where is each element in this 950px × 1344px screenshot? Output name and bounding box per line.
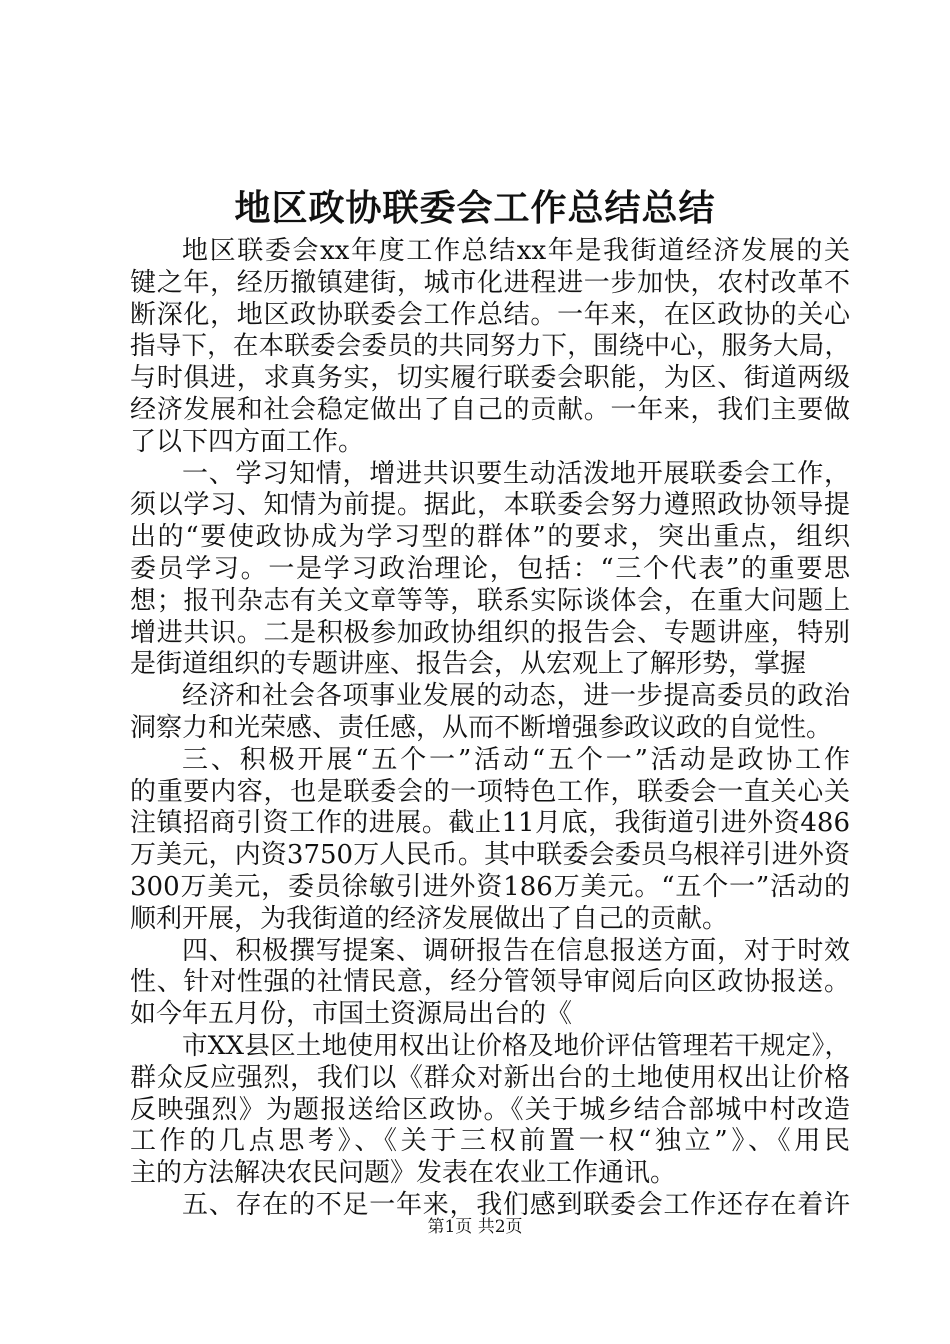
text-line: 万美元，内资3750万人民币。其中联委会委员乌根祥引进外资 [130, 840, 850, 871]
text-line: 了以下四方面工作。 [130, 426, 365, 457]
text-line: 增进共识。二是积极参加政协组织的报告会、专题讲座，特别 [130, 617, 850, 648]
document-title: 地区政协联委会工作总结总结 [234, 187, 716, 229]
text-line: 断深化，地区政协联委会工作总结。一年来，在区政协的关心 [130, 299, 850, 330]
text-line: 主的方法解决农民问题》发表在农业工作通讯。 [130, 1158, 677, 1189]
text-line: 如今年五月份，市国土资源局出台的《 [130, 999, 573, 1030]
text-line: 反映强烈》为题报送给区政协。《关于城乡结合部城中村改造 [130, 1094, 850, 1125]
text-line: 的重要内容，也是联委会的一项特色工作，联委会一直关心关 [130, 776, 850, 807]
text-line: 委员学习。一是学习政治理论，包括：“三个代表”的重要思 [130, 553, 850, 584]
text-line: 五、存在的不足一年来，我们感到联委会工作还存在着许 [182, 1189, 850, 1220]
text-line: 经济发展和社会稳定做出了自己的贡献。一年来，我们主要做 [130, 394, 850, 425]
text-line: 经济和社会各项事业发展的动态，进一步提高委员的政治 [182, 681, 850, 712]
page-footer: 第1页 共2页 [427, 1217, 523, 1237]
text-line: 洞察力和光荣感、责任感，从而不断增强参政议政的自觉性。 [130, 712, 833, 743]
text-line: 三、积极开展“五个一”活动“五个一”活动是政协工作 [182, 744, 850, 775]
text-line: 与时俱进，求真务实，切实履行联委会职能，为区、街道两级 [130, 363, 850, 394]
text-line: 地区联委会xx年度工作总结xx年是我街道经济发展的关 [182, 236, 850, 266]
text-line: 性、针对性强的社情民意，经分管领导审阅后向区政协报送。 [130, 967, 850, 998]
text-line: 市XX县区土地使用权出让价格及地价评估管理若干规定》， [182, 1030, 850, 1061]
text-line: 出的“要使政协成为学习型的群体”的要求，突出重点，组织 [130, 522, 850, 553]
text-line: 工作的几点思考》、《关于三权前置一权“独立”》、《用民 [130, 1126, 850, 1157]
text-line: 指导下，在本联委会委员的共同努力下，围绕中心，服务大局， [130, 331, 850, 362]
text-line: 顺利开展，为我街道的经济发展做出了自己的贡献。 [130, 903, 729, 934]
text-line: 一、学习知情，增进共识要生动活泼地开展联委会工作， [182, 458, 850, 489]
text-line: 300万美元，委员徐敏引进外资186万美元。“五个一”活动的 [130, 871, 850, 902]
text-line: 注镇招商引资工作的进展。截止11月底，我街道引进外资486 [130, 808, 850, 839]
text-line: 四、积极撰写提案、调研报告在信息报送方面，对于时效 [182, 935, 850, 966]
text-line: 须以学习、知情为前提。据此，本联委会努力遵照政协领导提 [130, 490, 850, 521]
text-line: 群众反应强烈，我们以《群众对新出台的土地使用权出让价格 [130, 1062, 850, 1093]
text-line: 是街道组织的专题讲座、报告会，从宏观上了解形势，掌握 [130, 649, 807, 680]
text-line: 想；报刊杂志有关文章等等，联系实际谈体会，在重大问题上 [130, 585, 850, 616]
document-body [130, 236, 850, 1222]
text-line: 键之年，经历撤镇建街，城市化进程进一步加快，农村改革不 [130, 267, 850, 298]
